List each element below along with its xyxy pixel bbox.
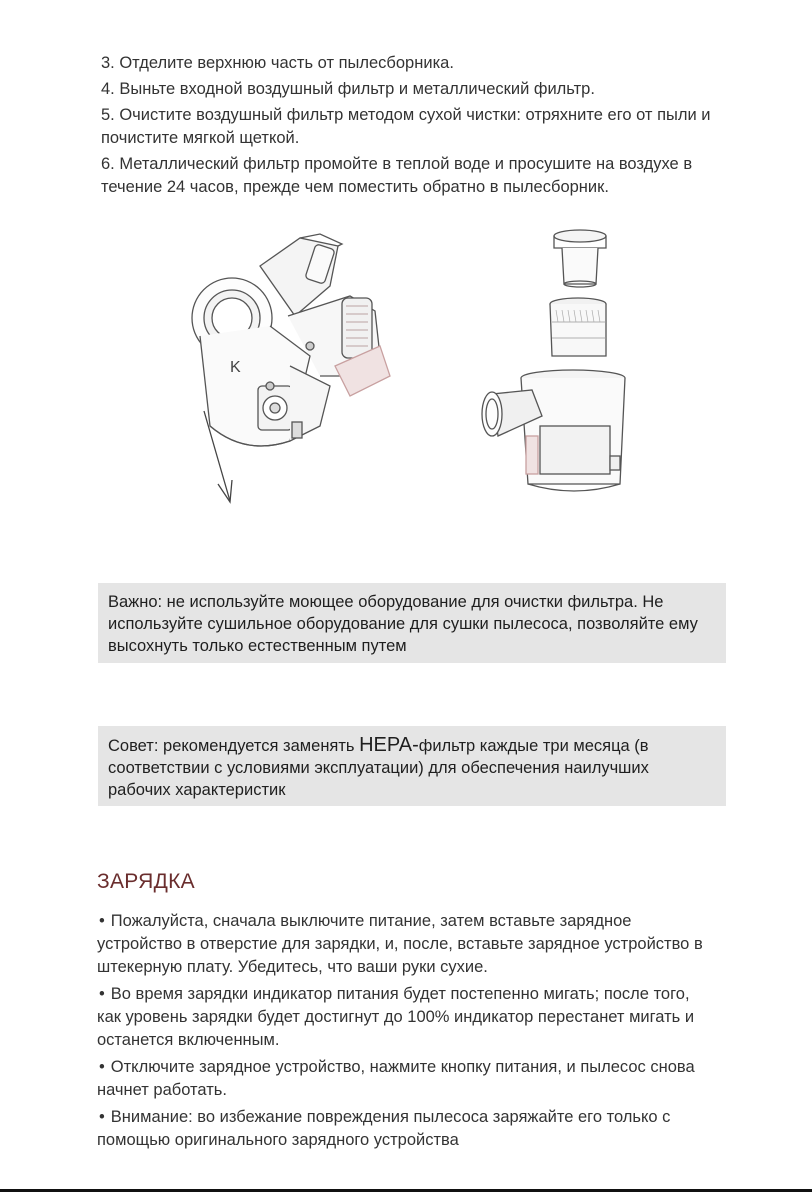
tip-note-hepa: HEPA- [359,734,419,756]
important-note-text: Важно: не используйте моющее оборудование для очистки фильтра. Не используйте сушильное оборудование для сушки пылесоса, позволяйте ему высохнуть только естественным путем [108,593,698,655]
step-4: 4. Выньте входной воздушный фильтр и металлический фильтр. [101,80,595,98]
bullet-icon: • [99,1108,105,1126]
vacuum-detach-illustration [170,226,432,526]
charging-heading: ЗАРЯДКА [97,870,195,893]
bullet-icon: • [99,1058,105,1076]
charging-item-text: Отключите зарядное устройство, нажмите кнопку питания, и пылесос снова начнет работать. [97,1058,695,1099]
step-6: 6. Металлический фильтр промойте в теплой воде и просушите на воздухе в течение 24 часов, прежде чем поместить обратно в пылесборник. [101,155,693,196]
charging-item-text: Во время зарядки индикатор питания будет постепенно мигать; после того, как уровень зарядки будет достигнут до 100% индикатор перестанет мигать и останется включенным. [97,985,695,1049]
step-5: 5. Очистите воздушный фильтр методом сухой чистки: отряхните его от пыли и почистите мягкой щеткой. [101,106,711,147]
charging-item [97,1056,717,1102]
tip-note-after: фильтр каждые три месяца (в соответствии с условиями эксплуатации) для обеспечения наилучших рабочих характеристик [108,737,649,799]
important-note [98,583,726,663]
charging-item-text: Внимание: во избежание повреждения пылесоса заряжайте его только с помощью оригинального зарядного устройства [97,1108,671,1149]
mark-letter: K [230,359,241,376]
dust-container-illustration [470,226,640,516]
charging-item-text: Пожалуйста, сначала выключите питание, затем вставьте зарядное устройство в отверстие для зарядки, и, после, вставьте зарядное устройство в штекерную плату. Убедитесь, что ваши руки сухие. [97,912,703,976]
bullet-icon: • [99,912,105,930]
tip-note-text [108,734,716,801]
charging-item [97,983,717,1052]
charging-section [97,870,717,1156]
dust-container-drawing [470,226,640,516]
tip-note [98,726,726,806]
bullet-icon: • [99,985,105,1003]
vacuum-detach-drawing [170,226,432,526]
charging-item [97,910,717,979]
charging-item [97,1106,717,1152]
instruction-steps [101,52,711,202]
tip-note-before: Совет: рекомендуется заменять [108,737,360,755]
step-3: 3. Отделите верхнюю часть от пылесборника. [101,54,454,72]
